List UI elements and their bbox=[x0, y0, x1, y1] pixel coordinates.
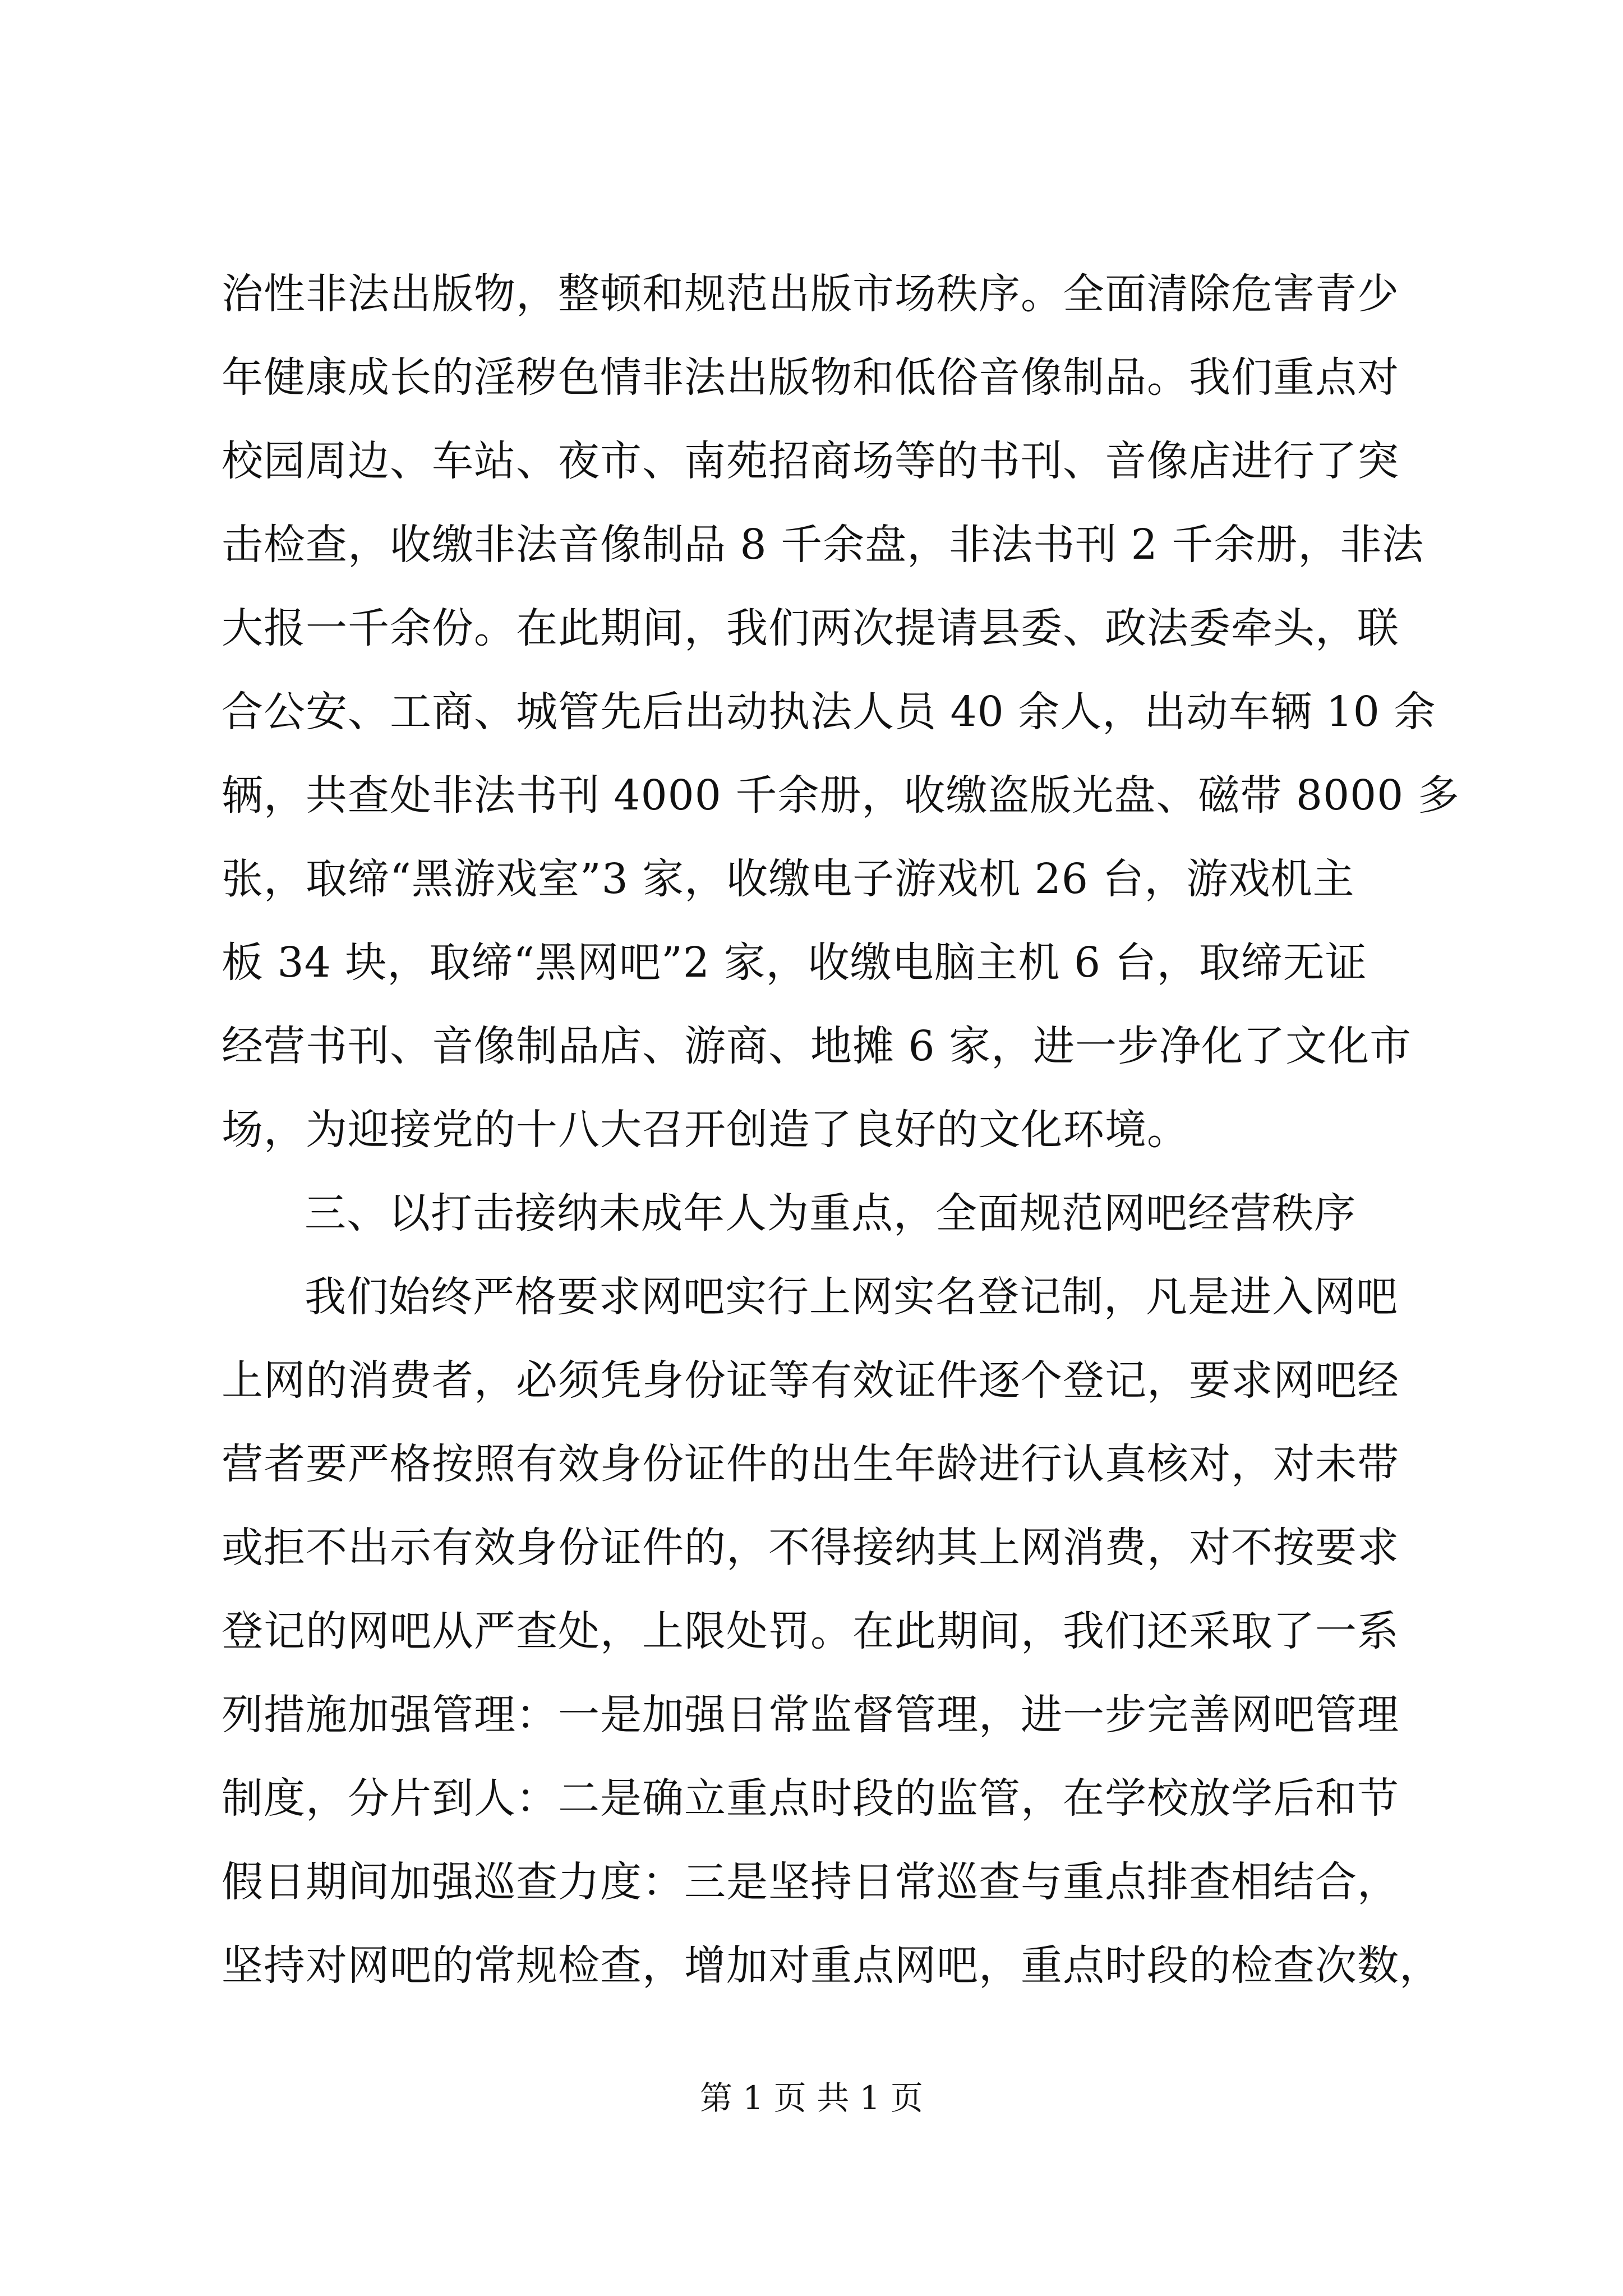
paragraph-first-line: 我们始终严格要求网吧实行上网实名登记制，凡是进入网吧 bbox=[305, 1273, 1398, 1321]
text-line: 辆，共查处非法书刊 4000 千余册，收缴盗版光盘、磁带 8000 多 bbox=[222, 771, 1460, 820]
section-heading: 三、以打击接纳未成年人为重点，全面规范网吧经营秩序 bbox=[305, 1189, 1356, 1237]
text-line: 年健康成长的淫秽色情非法出版物和低俗音像制品。我们重点对 bbox=[222, 353, 1399, 402]
document-body bbox=[222, 252, 1460, 2008]
text-line: 击检查，收缴非法音像制品 8 千余盘，非法书刊 2 千余册，非法 bbox=[222, 521, 1424, 569]
text-line: 经营书刊、音像制品店、游商、地摊 6 家，进一步净化了文化市 bbox=[222, 1022, 1412, 1070]
text-line: 校园周边、车站、夜市、南苑招商场等的书刊、音像店进行了突 bbox=[222, 437, 1399, 485]
text-line: 列措施加强管理：一是加强日常监督管理，进一步完善网吧管理 bbox=[222, 1691, 1399, 1739]
text-line: 上网的消费者，必须凭身份证等有效证件逐个登记，要求网吧经 bbox=[222, 1356, 1399, 1405]
text-line: 营者要严格按照有效身份证件的出生年龄进行认真核对，对未带 bbox=[222, 1440, 1399, 1488]
text-line: 制度，分片到人：二是确立重点时段的监管，在学校放学后和节 bbox=[222, 1774, 1399, 1823]
text-line: 场，为迎接党的十八大召开创造了良好的文化环境。 bbox=[222, 1106, 1189, 1154]
text-line: 板 34 块，取缔“黑网吧”2 家，收缴电脑主机 6 台，取缔无证 bbox=[222, 938, 1367, 987]
text-line: 或拒不出示有效身份证件的，不得接纳其上网消费，对不按要求 bbox=[222, 1524, 1399, 1572]
text-line: 登记的网吧从严查处，上限处罚。在此期间，我们还采取了一系 bbox=[222, 1607, 1399, 1655]
text-line: 坚持对网吧的常规检查，增加对重点网吧，重点时段的检查次数， bbox=[222, 1941, 1441, 1990]
text-line: 合公安、工商、城管先后出动执法人员 40 余人，出动车辆 10 余 bbox=[222, 688, 1436, 736]
text-line: 张，取缔“黑游戏室”3 家，收缴电子游戏机 26 台，游戏机主 bbox=[222, 855, 1355, 903]
text-line: 治性非法出版物，整顿和规范出版市场秩序。全面清除危害青少 bbox=[222, 270, 1399, 318]
text-line: 大报一千余份。在此期间，我们两次提请县委、政法委牵头，联 bbox=[222, 604, 1399, 652]
text-line: 假日期间加强巡查力度：三是坚持日常巡查与重点排查相结合， bbox=[222, 1858, 1399, 1906]
page-number-footer: 第 1 页 共 1 页 bbox=[700, 2079, 923, 2117]
